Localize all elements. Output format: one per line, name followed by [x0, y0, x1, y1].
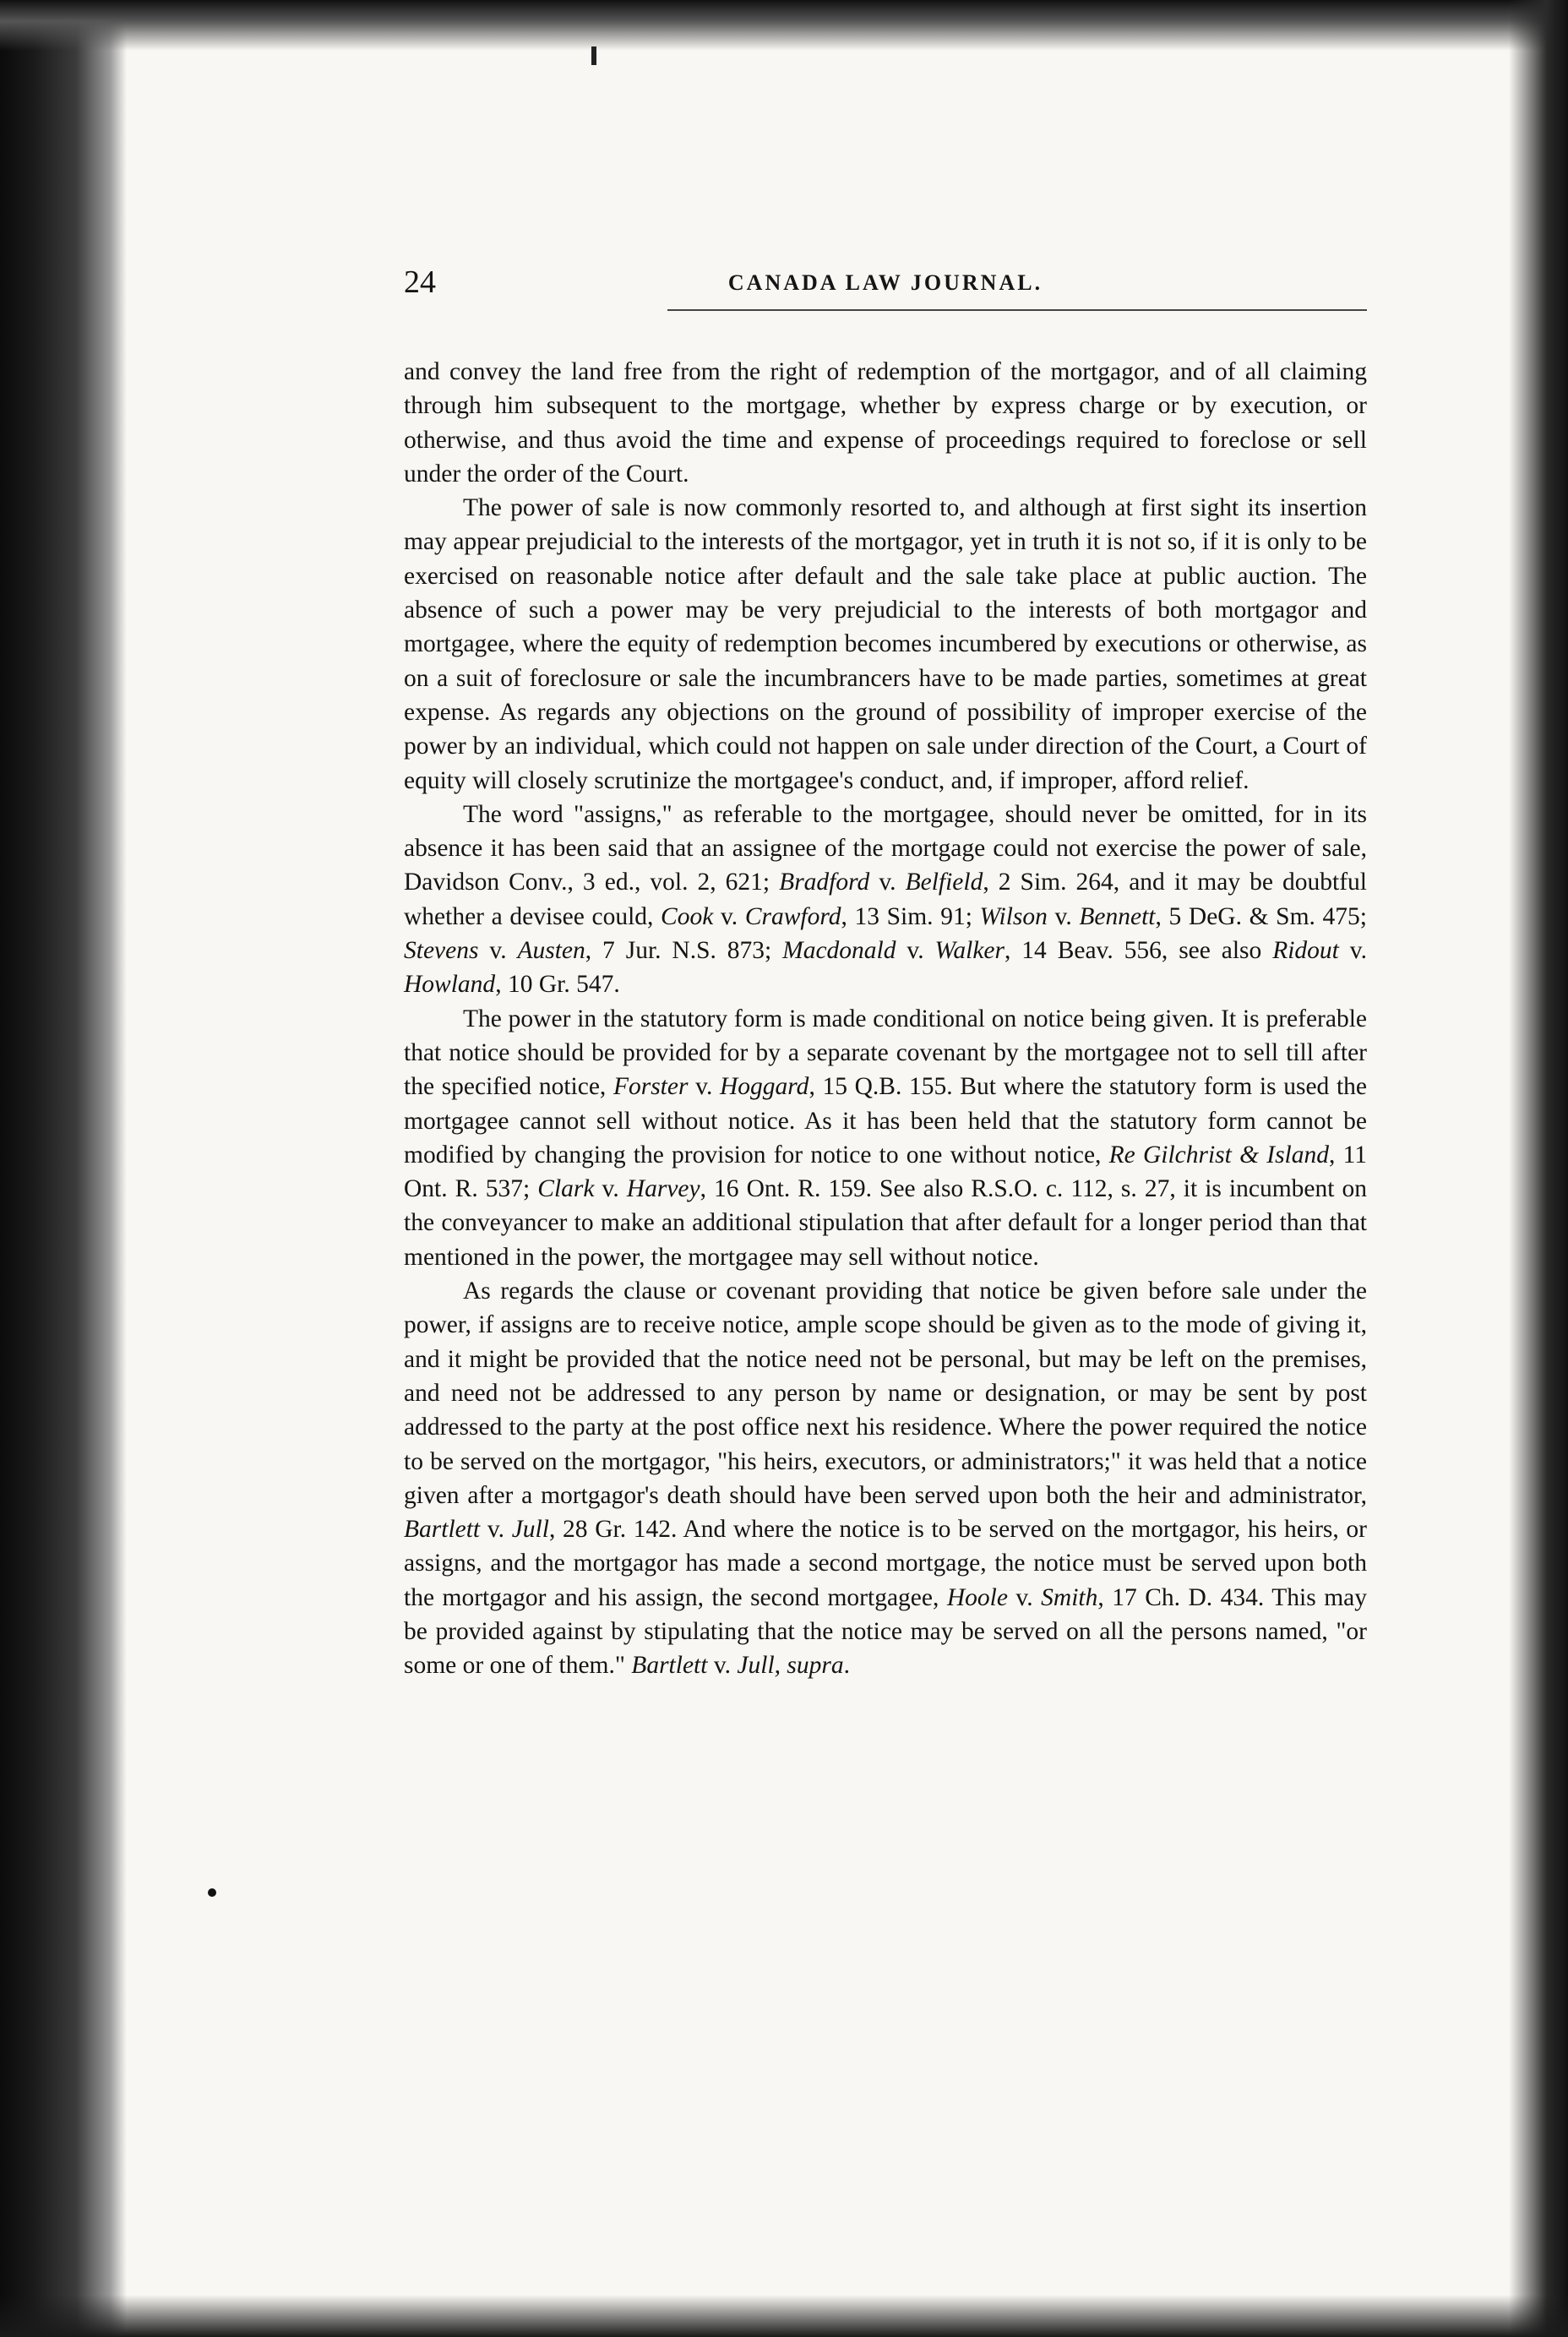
text-run: v.	[480, 1516, 512, 1544]
case-name: Harvey	[626, 1175, 700, 1203]
text-run: , 5 DeG. & Sm. 475;	[1155, 902, 1367, 930]
case-name: Walker	[934, 937, 1005, 965]
header-rule	[667, 309, 1367, 311]
page-number: 24	[404, 264, 436, 300]
case-name: Jull	[511, 1516, 549, 1544]
case-name: Hoole	[946, 1583, 1008, 1611]
scan-speck	[591, 46, 596, 65]
paragraph	[404, 798, 1367, 1002]
case-name: Forster	[612, 1073, 689, 1101]
page-header	[404, 264, 1367, 314]
scan-border-left	[0, 0, 127, 2337]
scan-border-top	[0, 0, 1568, 51]
text-run: , 7 Jur. N.S. 873;	[585, 937, 783, 965]
text-run: , 15 Q.B. 155. But where the statutory form is used the mortgagee cannot sell without notice. As it has been held that the statutory form cannot be modified by changing the provision for notice to one without notice,	[404, 1073, 1367, 1168]
text-run: and convey the land free from the right of redemption of the mortgagor, and of all claiming through him subsequent to the mortgage, whether by express charge or by execution, or otherwise, and thus avoid the time and expense of proceedings required to foreclose or sell under the order of the Court.	[404, 358, 1367, 488]
case-name: Re Gilchrist & Island	[1108, 1141, 1329, 1168]
case-name: Howland	[404, 971, 496, 999]
text-run: , 13 Sim. 91;	[841, 902, 980, 930]
text-run: v.	[1338, 937, 1367, 965]
case-name: Bennett	[1079, 902, 1156, 930]
case-name: Ridout	[1272, 937, 1339, 965]
case-name: Smith	[1041, 1583, 1098, 1611]
case-name: Bradford	[779, 869, 870, 896]
scan-border-right	[1509, 0, 1568, 2337]
case-name: Wilson	[979, 902, 1048, 930]
case-name: Bartlett	[404, 1516, 481, 1544]
text-run: v.	[707, 1652, 738, 1680]
text-run: , 11 Ont. R. 537;	[404, 1141, 1367, 1203]
text-run: v.	[1047, 902, 1080, 930]
text-run: , 17 Ch. D. 434. This may be provided against by stipulating that the notice may be served on all the persons named, "or some or one of them."	[404, 1583, 1367, 1680]
text-run: , 10 Gr. 547.	[495, 971, 620, 999]
text-run: v.	[688, 1073, 720, 1101]
case-name: Crawford	[744, 902, 841, 930]
scan-border-bottom	[0, 2295, 1568, 2337]
text-run: The power of sale is now commonly resorted to, and although at first sight its insertion may appear prejudicial to the interests of the mortgagor, yet in truth it is not so, if it is only to be exercised on reasonable notice after default and the sale take place at public auction. The absence of such a power may be very prejudicial to the interests of both mortgagor and mortgagee, where the equity of redemption becomes incumbered by executions or otherwise, as on a suit of foreclosure or sale the incumbrancers have to be made parties, sometimes at great expense. As regards any objections on the ground of possibility of improper exercise of the power by an individual, which could not happen on sale under direction of the Court, a Court of equity will closely scrutinize the mortgagee's conduct, and, if improper, afford relief.	[404, 494, 1367, 794]
text-run: As regards the clause or covenant providing that notice be given before sale under the power, if assigns are to receive notice, ample scope should be given as to the mode of giving it, and it might be provided that the notice need not be personal, but may be left on the premises, and need not be addressed to any person by name or designation, or may be sent by post addressed to the party at the post office next his residence. Where the power required the notice to be served on the mortgagor, "his heirs, executors, or administrators;" it was held that a notice given after a mortgagor's death should have been served upon both the heir and administrator,	[404, 1277, 1367, 1509]
text-run: .	[843, 1652, 850, 1680]
text-run: v.	[478, 937, 518, 965]
text-run: v.	[869, 869, 906, 896]
text-run: v.	[896, 937, 935, 965]
text-run: , 2 Sim. 264, and it may be doubtful whether a devisee could,	[404, 869, 1367, 930]
case-name: Hoggard	[719, 1073, 809, 1101]
text-run: , 28 Gr. 142. And where the notice is to be served on the mortgagor, his heirs, or assigns, and the mortgagor has made a second mortgage, the notice must be served upon both the mortgagor and his assign, the second mortgagee,	[404, 1516, 1368, 1611]
text-run: , 16 Ont. R. 159. See also R.S.O. c. 112, s. 27, it is incumbent on the conveyancer to make an additional stipulation that after default for a longer period than that mentioned in the power, the mortgagee may sell without notice.	[404, 1175, 1367, 1271]
case-name: Macdonald	[782, 937, 896, 965]
case-name: Austen	[517, 937, 585, 965]
paragraph	[404, 1002, 1367, 1274]
case-name: Jull, supra	[737, 1652, 844, 1680]
paragraph	[404, 491, 1367, 798]
case-name: Bartlett	[631, 1652, 708, 1680]
case-name: Clark	[537, 1175, 595, 1203]
case-name: Stevens	[404, 937, 479, 965]
paragraph	[404, 355, 1367, 491]
running-title: CANADA LAW JOURNAL.	[727, 270, 1043, 295]
text-run: , 14 Beav. 556, see also	[1004, 937, 1273, 965]
text-run: v.	[713, 902, 745, 930]
case-name: Cook	[661, 902, 714, 930]
text-run: The power in the statutory form is made conditional on notice being given. It is preferable that notice should be provided for by a separate covenant by the mortgagee not to sell till after the specified notice,	[404, 1005, 1367, 1101]
paragraph	[404, 1274, 1367, 1683]
margin-dot	[208, 1888, 216, 1897]
case-name: Belfield	[905, 869, 983, 896]
text-run: The word "assigns," as referable to the mortgagee, should never be omitted, for in its absence it has been said that an assignee of the mortgage could not exercise the power of sale, Davidson Conv., 3 ed., vol. 2, 621;	[404, 800, 1367, 896]
text-run: v.	[1007, 1583, 1042, 1611]
article-body	[404, 355, 1367, 1683]
text-run: v.	[594, 1175, 627, 1203]
